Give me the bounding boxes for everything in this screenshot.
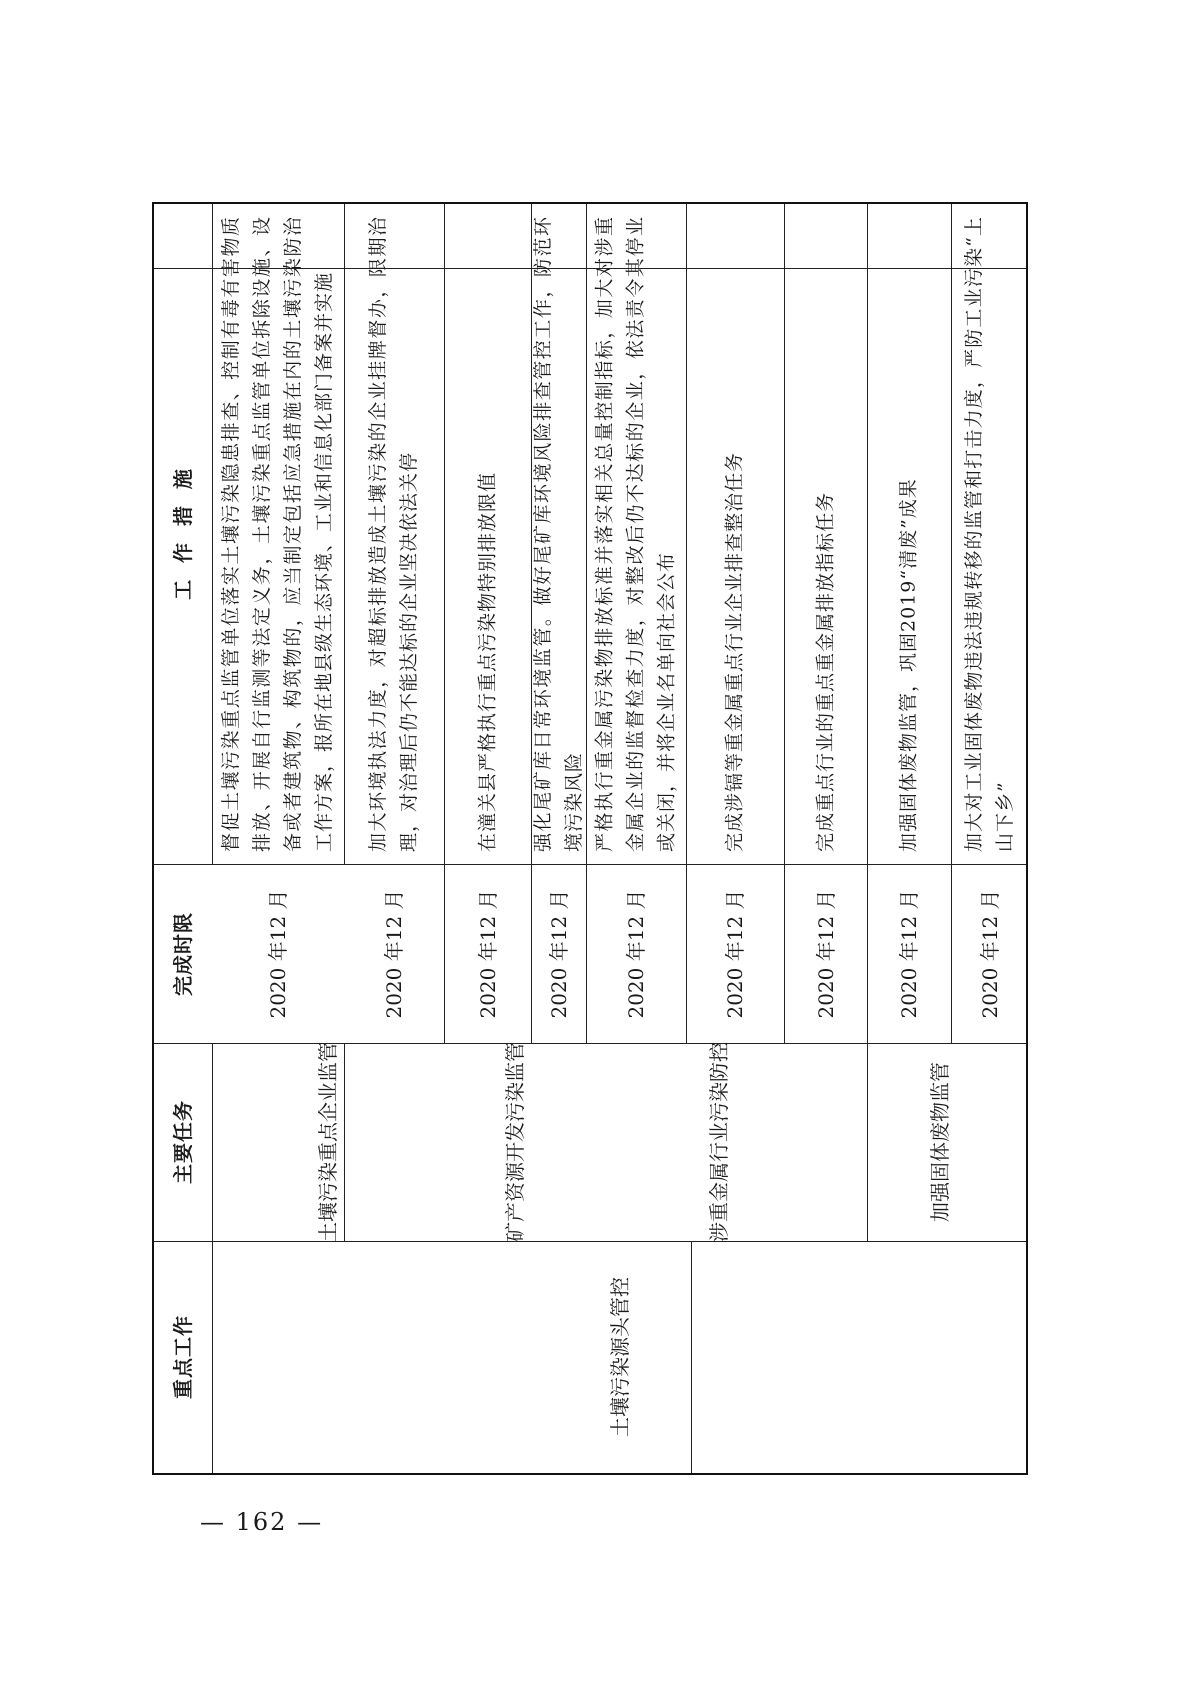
header-measures-label: 工 作 措 施 — [171, 468, 195, 600]
measures-cell — [344, 204, 444, 864]
page-number: — 162 — — [200, 1508, 324, 1536]
task-cell — [586, 1043, 851, 1241]
measures-text: 完成涉镉等重金属重点行业企业排查整治任务 — [723, 451, 746, 852]
deadline-value: 2020 年12 月 — [382, 888, 406, 1019]
deadline-value: 2020 年12 月 — [546, 888, 571, 1019]
task-cell — [444, 1043, 586, 1241]
header-main-task — [154, 1043, 212, 1241]
header-key-work — [154, 1241, 212, 1473]
deadline-value: 2020 年12 月 — [475, 888, 500, 1019]
measures-table — [152, 202, 1028, 1475]
deadline-cell — [444, 864, 531, 1043]
measures-cell — [444, 204, 531, 864]
deadline-value: 2020 年12 月 — [813, 888, 838, 1019]
header-deadline-label: 完成时限 — [171, 911, 195, 996]
header-measures — [154, 204, 212, 864]
measures-cell — [867, 204, 951, 864]
task-label: 涉重金属行业污染防控 — [706, 1042, 731, 1242]
deadline-value: 2020 年12 月 — [977, 888, 1002, 1019]
deadline-value: 2020 年12 月 — [624, 888, 648, 1019]
measures-cell — [951, 204, 1028, 864]
task-label: 加强固体废物监管 — [927, 1062, 952, 1222]
header-key-work-label: 重点工作 — [171, 1315, 195, 1399]
task-label: 土壤污染重点企业监管 — [316, 1042, 340, 1242]
measures-cell — [586, 204, 686, 864]
deadline-cell — [784, 864, 867, 1043]
task-cell — [851, 1043, 1028, 1241]
measures-text: 严格执行重金属污染物排放标准并落实相关总量控制指标，加大对涉重金属企业的监督检查力度，对整改后仍不达标的企业，依法责令其停业或关闭，并将企业名单向社会公布 — [593, 216, 678, 852]
measures-cell — [212, 204, 344, 864]
measures-cell — [784, 204, 867, 864]
header-deadline — [154, 864, 212, 1043]
key-work-label: 土壤污染源头管控 — [608, 1277, 632, 1437]
measures-text: 加大对工业固体废物违法违规转移的监管和打击力度，严防工业污染“上山下乡” — [962, 216, 1016, 852]
measures-cell — [531, 204, 586, 864]
deadline-value: 2020 年12 月 — [897, 888, 921, 1019]
measures-text: 加强固体废物监管，巩固2019“清废”成果 — [897, 478, 920, 852]
measures-text: 强化尾矿库日常环境监管。做好尾矿库环境风险排查管控工作，防范环境污染风险 — [531, 216, 585, 852]
deadline-cell — [951, 864, 1028, 1043]
deadline-cell — [531, 864, 586, 1043]
measures-text: 加大环境执法力度，对超标排放造成土壤污染的企业挂牌督办，限期治理，对治理后仍不能达标的企业坚决依法关停 — [367, 216, 420, 852]
deadline-cell — [344, 864, 444, 1043]
deadline-value: 2020 年12 月 — [723, 888, 747, 1019]
key-work-cell — [212, 1241, 1028, 1473]
task-cell — [212, 1043, 444, 1241]
deadline-cell — [586, 864, 686, 1043]
measures-text: 督促土壤污染重点监管单位落实土壤污染隐患排查、控制有毒有害物质排放、开展自行监测等法定义务，土壤污染重点监管单位拆除设施、设备或者建筑物、构筑物的，应当制定包括应急措施在内的土壤污染防治工作方案，报所在地县级生态环境、工业和信息化部门备案并实施 — [220, 216, 335, 852]
deadline-value: 2020 年12 月 — [266, 888, 290, 1019]
header-main-task-label: 主要任务 — [171, 1100, 195, 1184]
deadline-cell — [212, 864, 344, 1043]
deadline-cell — [867, 864, 951, 1043]
measures-text: 完成重点行业的重点重金属排放指标任务 — [814, 491, 836, 852]
deadline-cell — [686, 864, 784, 1043]
task-label: 矿产资源开发污染监管 — [503, 1042, 527, 1242]
measures-cell — [686, 204, 784, 864]
measures-text: 在潼关县严格执行重点污染物特别排放限值 — [476, 471, 498, 852]
